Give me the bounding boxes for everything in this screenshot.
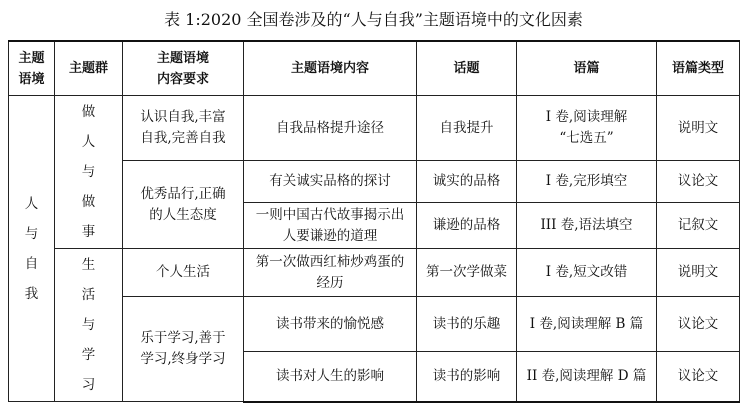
passage-type-cell: 说明文 <box>657 96 740 161</box>
content-cell: 第一次做西红柿炒鸡蛋的 经历 <box>244 249 417 297</box>
topic-cell: 自我提升 <box>417 96 517 161</box>
content-cell: 读书带来的愉悦感 <box>244 297 417 352</box>
content-cell: 读书对人生的影响 <box>244 352 417 402</box>
requirement-cell: 优秀品行,正确 的人生态度 <box>123 161 244 249</box>
requirement-cell: 认识自我,丰富 自我,完善自我 <box>123 96 244 161</box>
content-cell: 一则中国古代故事揭示出 人要谦逊的道理 <box>244 203 417 249</box>
content-cell: 有关诚实品格的探讨 <box>244 161 417 203</box>
passage-cell: I 卷,阅读理解 “七选五” <box>517 96 657 161</box>
table-row <box>9 249 740 297</box>
passage-cell: I 卷,阅读理解 B 篇 <box>517 297 657 352</box>
theme-group-cell: 生 活 与 学 习 <box>55 249 123 402</box>
header-content-requirement: 主题语境 内容要求 <box>123 41 244 96</box>
table-caption: 表 1:2020 全国卷涉及的“人与自我”主题语境中的文化因素 <box>164 10 583 29</box>
passage-cell: I 卷,短文改错 <box>517 249 657 297</box>
header-theme-context: 主题 语境 <box>9 41 55 96</box>
header-theme-group: 主题群 <box>55 41 123 96</box>
topic-cell: 诚实的品格 <box>417 161 517 203</box>
passage-type-cell: 记叙文 <box>657 203 740 249</box>
theme-group-cell: 做 人 与 做 事 <box>55 96 123 249</box>
passage-cell: II 卷,阅读理解 D 篇 <box>517 352 657 402</box>
table-row <box>9 96 740 161</box>
passage-type-cell: 议论文 <box>657 352 740 402</box>
culture-factors-table <box>8 40 740 403</box>
topic-cell: 谦逊的品格 <box>417 203 517 249</box>
passage-cell: I 卷,完形填空 <box>517 161 657 203</box>
header-theme-content: 主题语境内容 <box>244 41 417 96</box>
header-row <box>9 41 740 96</box>
passage-type-cell: 议论文 <box>657 297 740 352</box>
passage-cell: III 卷,语法填空 <box>517 203 657 249</box>
topic-cell: 读书的影响 <box>417 352 517 402</box>
requirement-cell: 个人生活 <box>123 249 244 297</box>
topic-cell: 读书的乐趣 <box>417 297 517 352</box>
passage-type-cell: 议论文 <box>657 161 740 203</box>
header-passage-type: 语篇类型 <box>657 41 740 96</box>
header-topic: 话题 <box>417 41 517 96</box>
passage-type-cell: 说明文 <box>657 249 740 297</box>
requirement-cell: 乐于学习,善于 学习,终身学习 <box>123 297 244 402</box>
content-cell: 自我品格提升途径 <box>244 96 417 161</box>
theme-context-cell: 人 与 自 我 <box>9 96 55 402</box>
topic-cell: 第一次学做菜 <box>417 249 517 297</box>
header-passage: 语篇 <box>517 41 657 96</box>
